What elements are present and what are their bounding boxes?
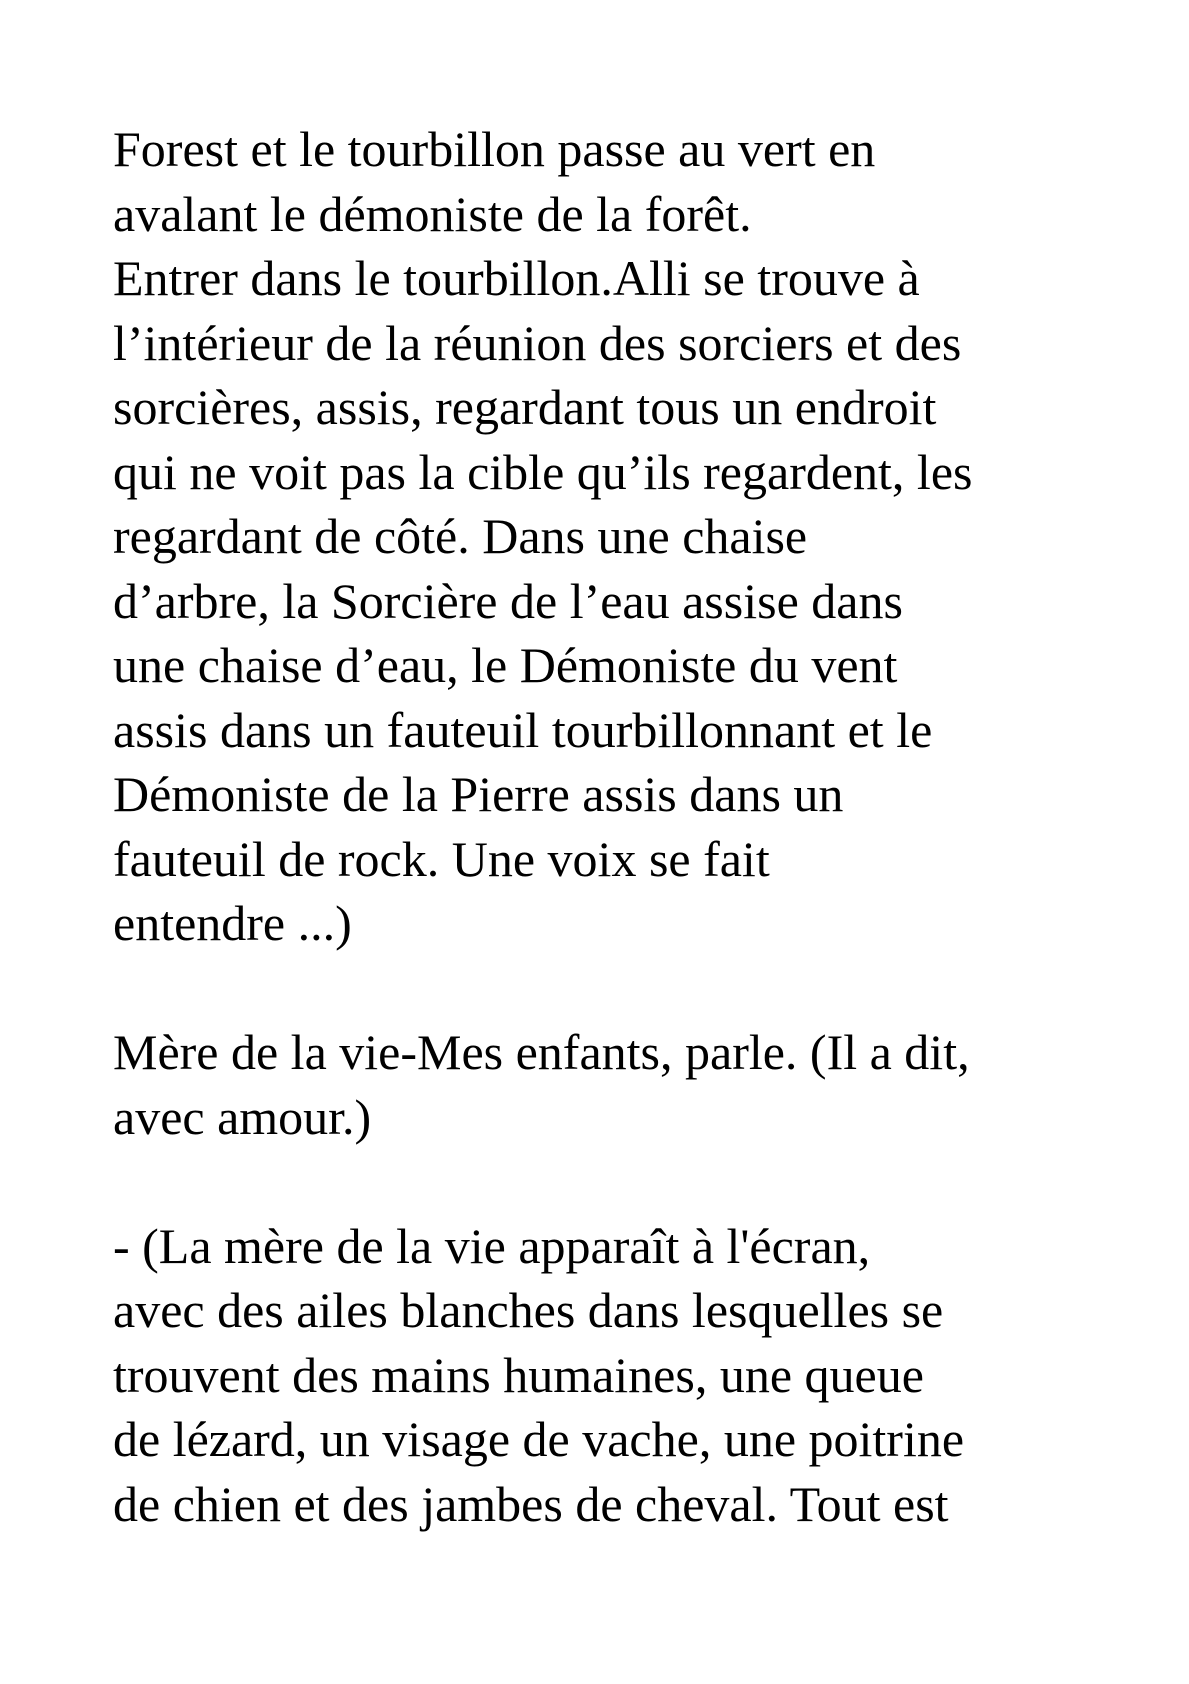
text-line: une chaise d’eau, le Démoniste du vent [113,637,898,693]
text-line: de lézard, un visage de vache, une poitrine [113,1411,965,1467]
paragraph-narration [113,117,1113,956]
text-line: avalant le démoniste de la forêt. [113,185,752,242]
text-line: fauteuil de rock. Une voix se fait [113,830,770,887]
text-line: avec amour.) [113,1088,372,1145]
text-line: avec des ailes blanches dans lesquelles se [113,1282,944,1338]
text-line: entendre ...) [113,895,352,951]
text-line: - (La mère de la vie apparaît à l'écran, [113,1217,871,1274]
text-line: regardant de côté. Dans une chaise [113,508,808,564]
text-line: de chien et des jambes de cheval. Tout est [113,1475,949,1532]
paragraph-description [113,1214,1113,1537]
text-line: Démoniste de la Pierre assis dans un [113,766,844,822]
text-line: l’intérieur de la réunion des sorciers et des [113,314,962,371]
text-line: Forest et le tourbillon passe au vert en [113,121,876,177]
text-line: qui ne voit pas la cible qu’ils regardent, les [113,443,973,500]
paragraph-gap [113,956,1113,1021]
text-line: Entrer dans le tourbillon.Alli se trouve à [113,250,920,306]
text-line: assis dans un fauteuil tourbillonnant et le [113,701,933,758]
text-line: sorcières, assis, regardant tous un endroit [113,379,937,435]
text-line: d’arbre, la Sorcière de l’eau assise dans [113,572,903,629]
paragraph-gap [113,1149,1113,1214]
text-line: trouvent des mains humaines, une queue [113,1346,924,1403]
paragraph-dialogue [113,1020,1113,1149]
text-line: Mère de la vie-Mes enfants, parle. (Il a dit, [113,1024,970,1080]
body-text [113,117,1113,1536]
